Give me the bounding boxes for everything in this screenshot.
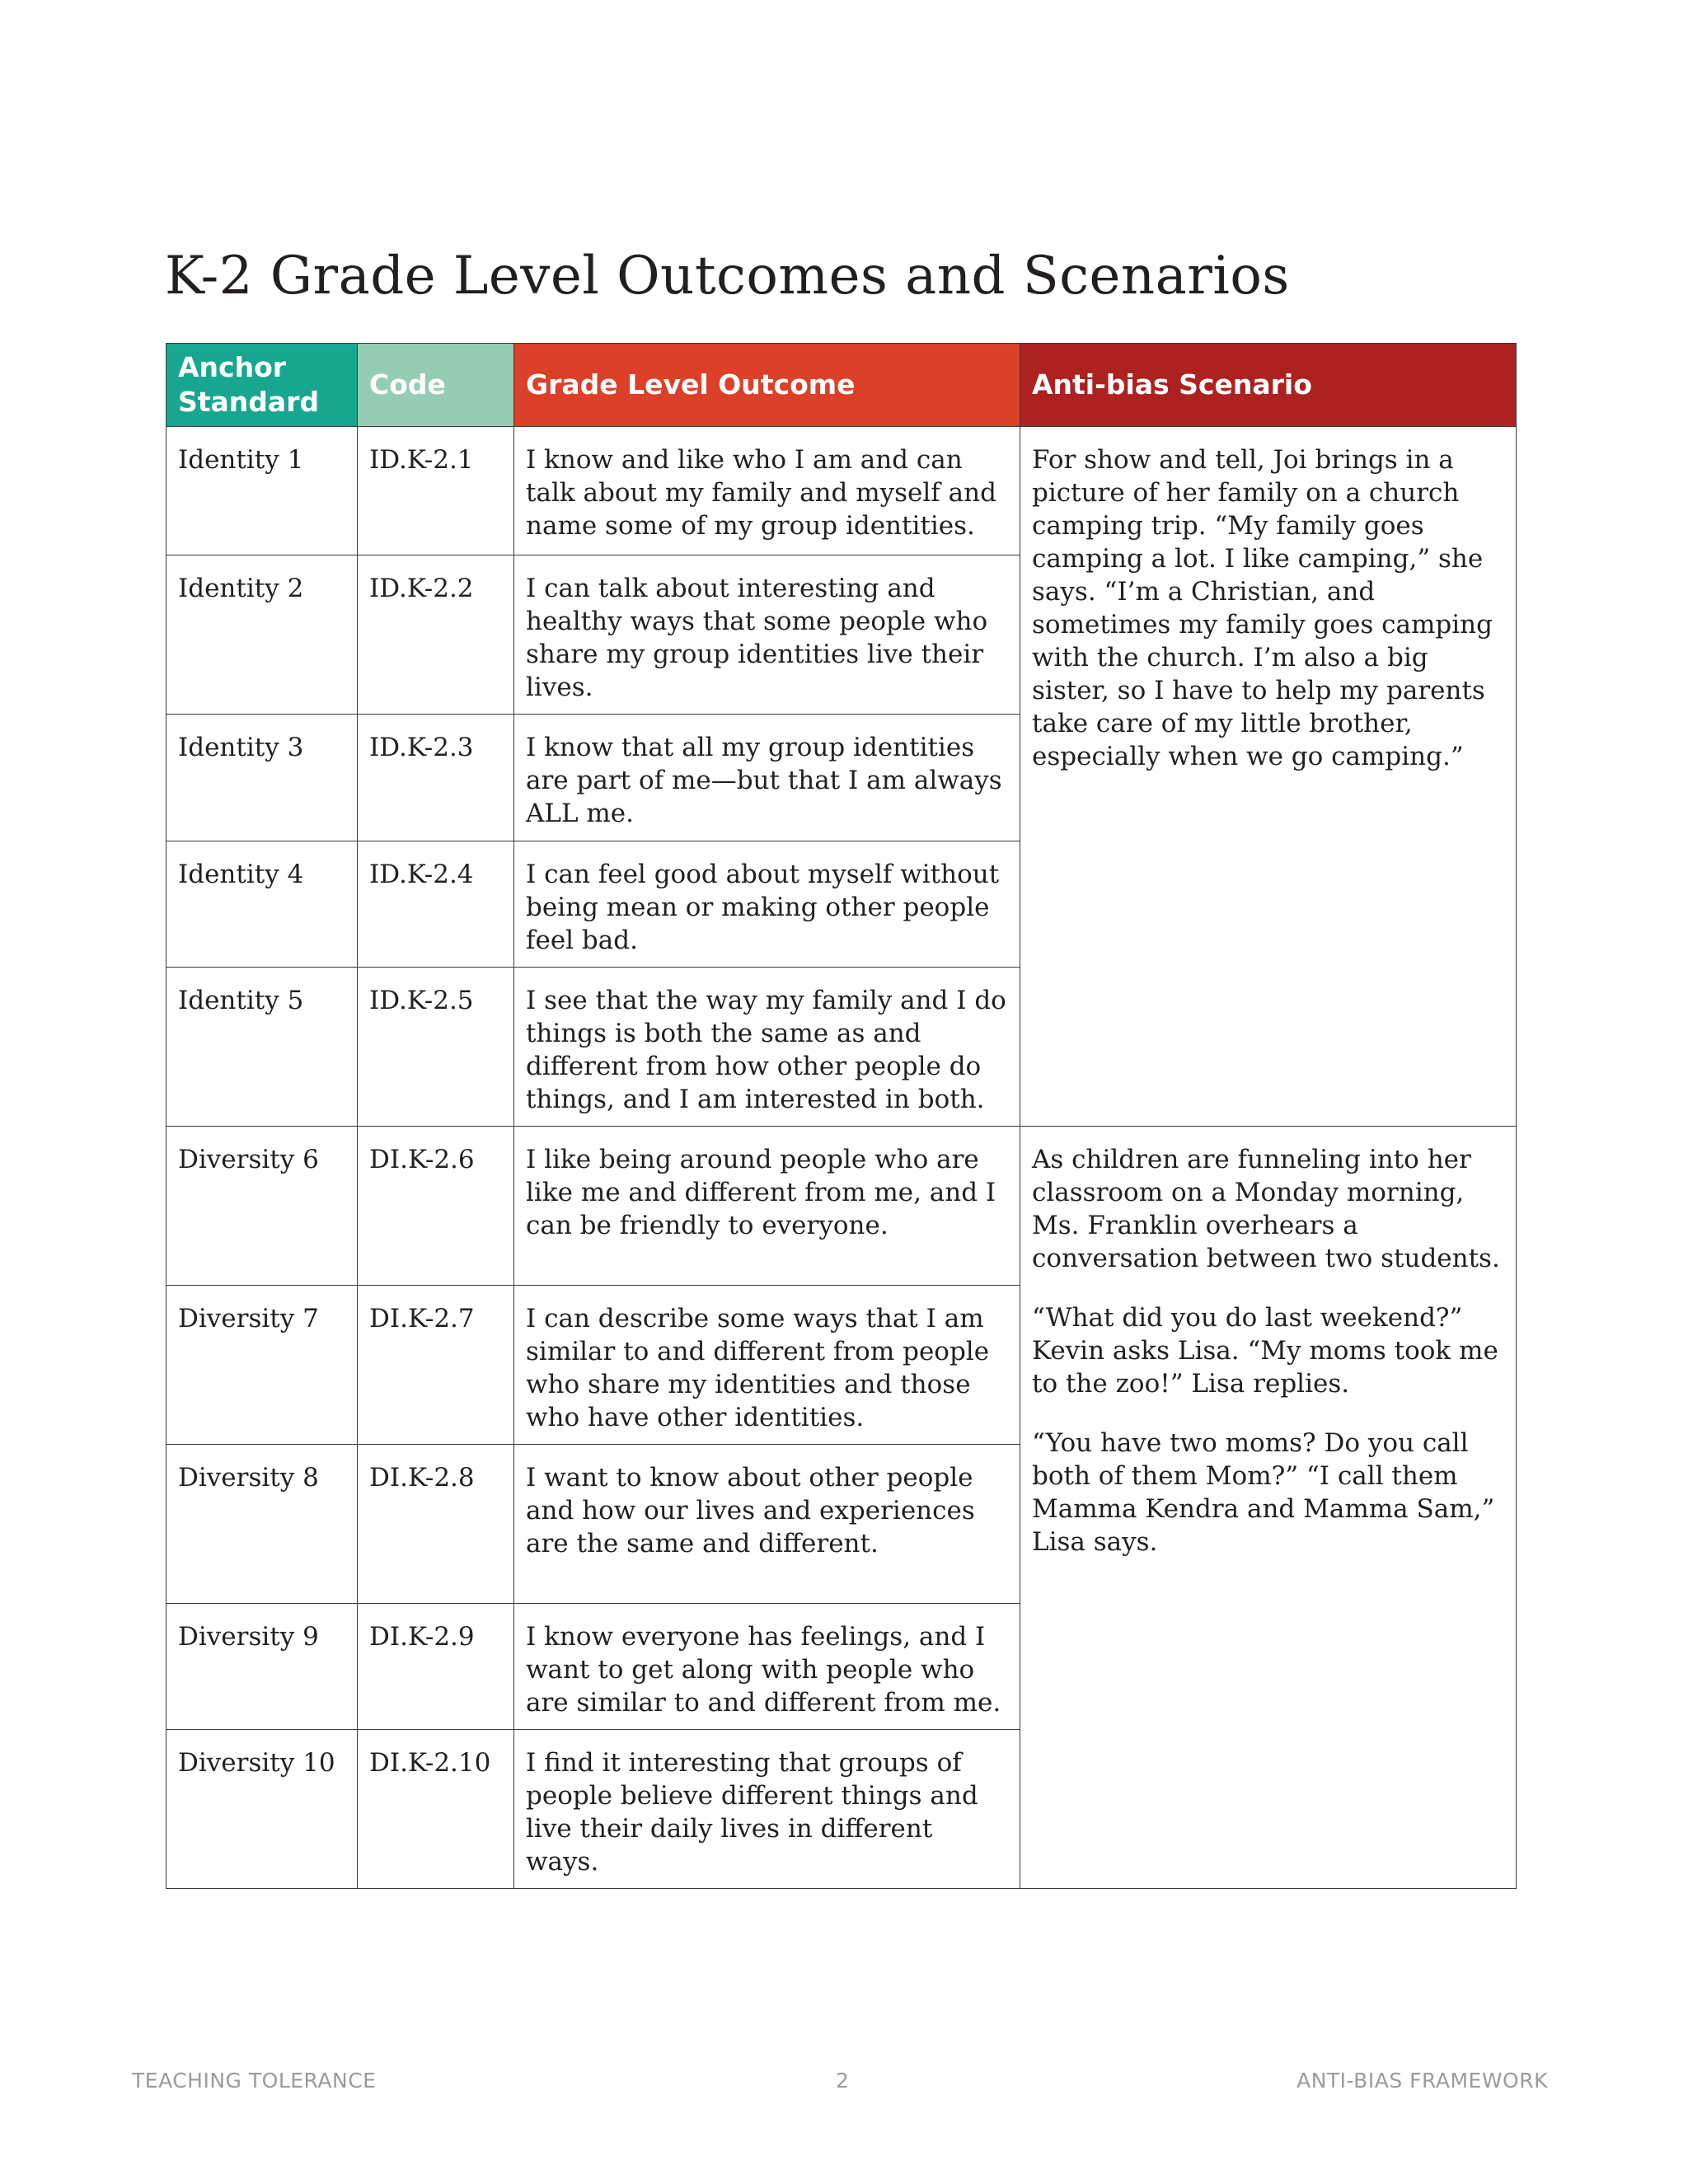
scenario-cell-identity bbox=[1020, 427, 1517, 1127]
anchor-standard-cell: Diversity 7 bbox=[166, 1286, 358, 1445]
anchor-standard-cell: Identity 3 bbox=[166, 715, 358, 841]
code-cell: ID.K-2.5 bbox=[358, 968, 514, 1127]
code-cell: DI.K-2.10 bbox=[358, 1730, 514, 1889]
code-cell: DI.K-2.7 bbox=[358, 1286, 514, 1445]
outcome-cell: I can feel good about myself without being mean or making other people feel bad. bbox=[514, 841, 1020, 968]
header-anchor-standard: Anchor Standard bbox=[166, 344, 358, 427]
anchor-standard-cell: Diversity 8 bbox=[166, 1445, 358, 1604]
outcome-cell: I can describe some ways that I am similar to and different from people who share my identities and those who have other identities. bbox=[514, 1286, 1020, 1445]
page-number: 2 bbox=[836, 2069, 850, 2093]
code-cell: ID.K-2.1 bbox=[358, 427, 514, 555]
code-cell: DI.K-2.9 bbox=[358, 1604, 514, 1730]
table-row bbox=[166, 1127, 1517, 1286]
header-grade-level-outcome: Grade Level Outcome bbox=[514, 344, 1020, 427]
code-cell: ID.K-2.2 bbox=[358, 555, 514, 715]
scenario-paragraph: For show and tell, Joi brings in a picture of her family on a church camping trip. “My family goes camping a lot. I like camping,” she says. “I’m a Christian, and sometimes my family goes camping with the church. I’m also a big sister, so I have to help my parents take care of my little brother, especially when we go camping.” bbox=[1032, 445, 1493, 771]
outcomes-table bbox=[166, 343, 1517, 1889]
outcome-cell: I can talk about interesting and healthy ways that some people who share my group identities live their lives. bbox=[514, 555, 1020, 715]
anchor-standard-cell: Identity 1 bbox=[166, 427, 358, 555]
anchor-standard-cell: Identity 5 bbox=[166, 968, 358, 1127]
outcome-cell: I like being around people who are like me and different from me, and I can be friendly to everyone. bbox=[514, 1127, 1020, 1286]
header-code: Code bbox=[358, 344, 514, 427]
outcome-cell: I see that the way my family and I do things is both the same as and different from how other people do things, and I am interested in both. bbox=[514, 968, 1020, 1127]
footer-publisher: TEACHING TOLERANCE bbox=[132, 2069, 377, 2093]
scenario-paragraph: “What did you do last weekend?” Kevin asks Lisa. “My moms took me to the zoo!” Lisa replies. bbox=[1032, 1303, 1498, 1399]
code-cell: DI.K-2.6 bbox=[358, 1127, 514, 1286]
scenario-paragraph: As children are funneling into her classroom on a Monday morning, Ms. Franklin overhears a conversation between two students. bbox=[1032, 1145, 1500, 1273]
scenario-paragraph: “You have two moms? Do you call both of them Mom?” “I call them Mamma Kendra and Mamma Sam,” Lisa says. bbox=[1032, 1428, 1495, 1557]
anchor-standard-cell: Diversity 9 bbox=[166, 1604, 358, 1730]
code-cell: DI.K-2.8 bbox=[358, 1445, 514, 1604]
header-row bbox=[166, 344, 1517, 427]
code-cell: ID.K-2.4 bbox=[358, 841, 514, 968]
anchor-standard-cell: Diversity 10 bbox=[166, 1730, 358, 1889]
anchor-standard-cell: Diversity 6 bbox=[166, 1127, 358, 1286]
outcome-cell: I know everyone has feelings, and I want to get along with people who are similar to and different from me. bbox=[514, 1604, 1020, 1730]
anchor-standard-cell: Identity 2 bbox=[166, 555, 358, 715]
scenario-cell-diversity bbox=[1020, 1127, 1517, 1889]
footer-document-title: ANTI-BIAS FRAMEWORK bbox=[1296, 2069, 1548, 2093]
table-row bbox=[166, 427, 1517, 555]
page-title: K-2 Grade Level Outcomes and Scenarios bbox=[165, 246, 1290, 307]
header-anti-bias-scenario: Anti-bias Scenario bbox=[1020, 344, 1517, 427]
anchor-standard-cell: Identity 4 bbox=[166, 841, 358, 968]
outcome-cell: I want to know about other people and how our lives and experiences are the same and different. bbox=[514, 1445, 1020, 1604]
outcome-cell: I know and like who I am and can talk about my family and myself and name some of my group identities. bbox=[514, 427, 1020, 555]
outcome-cell: I know that all my group identities are part of me—but that I am always ALL me. bbox=[514, 715, 1020, 841]
code-cell: ID.K-2.3 bbox=[358, 715, 514, 841]
outcome-cell: I find it interesting that groups of people believe different things and live their daily lives in different ways. bbox=[514, 1730, 1020, 1889]
